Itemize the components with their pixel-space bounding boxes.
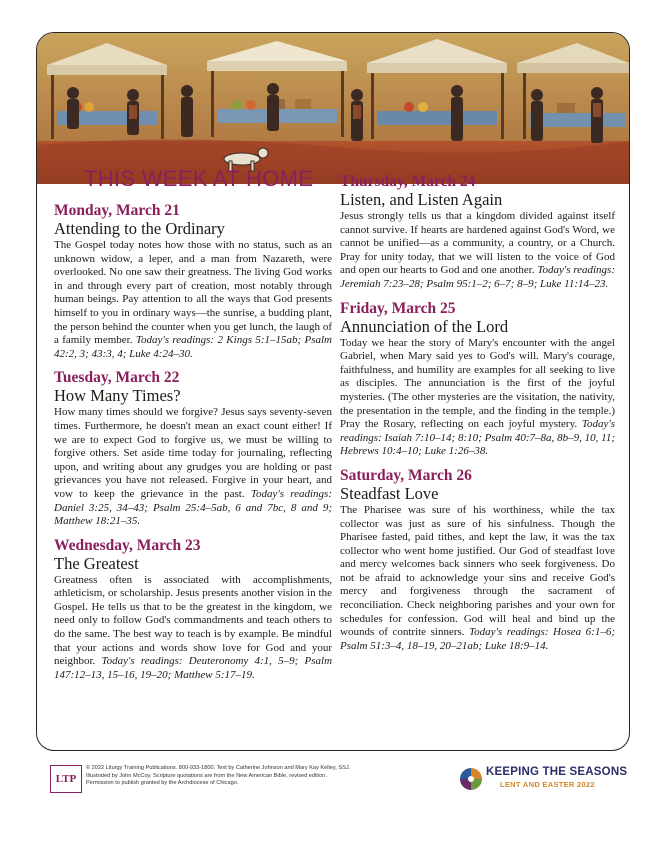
day-body: [340, 210, 615, 292]
day-entry-tuesday: [54, 369, 332, 528]
left-column: [54, 166, 332, 690]
day-date: Friday, March 25: [340, 299, 456, 317]
keeping-the-seasons-logo: [460, 766, 630, 796]
day-entry-friday: [340, 300, 615, 459]
day-heading: Attending to the Ordinary: [54, 219, 225, 238]
day-text: Jesus strongly tells us that a kingdom divided against itself cannot survive. If hearts are hardened against God's Word, we cannot be unified—as a community, a country, or a Church. Pray for unity today, that we will listen to the voice of God and open our hearts to God and one another.: [340, 210, 615, 277]
permission-line: Permission to publish granted by the Archdiocese of Chicago.: [86, 780, 239, 787]
day-entry-saturday: [340, 467, 615, 654]
day-heading: Listen, and Listen Again: [340, 190, 503, 209]
day-body: [340, 337, 615, 459]
day-heading: The Greatest: [54, 553, 139, 573]
day-date: Monday, March 21: [54, 202, 180, 219]
market-illustration: [37, 33, 629, 184]
day-readings: Today's readings: Jeremiah 7:23–28; Psalm 95:1–2; 6–7; 8–9; Luke 11:14–23.: [340, 264, 616, 290]
seasons-wheel-icon: [460, 768, 482, 790]
day-text: How many times should we forgive? Jesus says seventy-seven times. Furthermore, he doesn't mean an exact count either! If we are to expect God to forgive us, we must be willing to forgive others. Set aside time today for journaling, reflecting upon, and writing about any grudges you are holding or past grievances you have not released. Forgive in your heart, and vow to keep the grievance in the past.: [54, 406, 332, 500]
brand-title: KEEPING THE SEASONS: [486, 766, 628, 778]
day-date: Thursday, March 24: [340, 173, 476, 190]
day-body: [54, 574, 332, 683]
day-heading: How Many Times?: [54, 386, 181, 406]
day-date: Saturday, March 26: [340, 466, 472, 484]
copyright-text: [86, 765, 476, 788]
day-body: [340, 504, 615, 654]
illustration-credit-line: Illustrated by John McCoy. Scripture quotations are from the New American Bible, revised edition.: [86, 772, 327, 779]
day-text: Today we hear the story of Mary's encounter with the angel Gabriel, when Mary said yes to God's will. Mary's courage, faithfulness, and humility are examples for all seeking to live as disciples. The annunciation is the first of the joyful mysteries. (The other mysteries are the visitation, the nativity, the presentation in the temple, and the finding in the temple.) Pray the Rosary, reflecting on each joyful mystery.: [340, 336, 615, 431]
day-readings: Today's readings: Isaiah 7:10–14; 8:10; Psalm 40:7–8a, 8b–9, 10, 11; Hebrews 10:4–10; Luke 1:26–38.: [340, 418, 616, 458]
day-entry-wednesday: [54, 537, 332, 683]
day-entry-monday: [54, 202, 332, 361]
day-text: Greatness often is associated with accomplishments, athleticism, or scholarship. Jesus presents another vision in the Gospel. He tells us that to be the greatest in the kingdom, we need only to follow God's commandments and teach others to do the same. The best way to teach is by example. Be mindful that your actions and words show love for God and your neighbor.: [54, 573, 332, 668]
day-entry-thursday: [340, 173, 615, 292]
day-body: [54, 406, 332, 528]
day-heading: Annunciation of the Lord: [340, 316, 509, 336]
day-body: [54, 239, 332, 361]
day-text: The Pharisee was sure of his worthiness, while the tax collector was just as sure of his sinfulness. Though the Pharisee fasted, paid tithes, and kept the law, it was the tax collector who went home justified. Our God of steadfast love and mercy welcomes back sinners who seek forgiveness. Do not be afraid to acknowledge your sins and receive God's mercy and forgiveness through the sacrament of reconciliation. Check neighboring parishes and your own for schedules for confession. God will heal and bind up the wounds of contrite sinners.: [340, 503, 615, 639]
page-footer: [36, 760, 628, 810]
day-date: Tuesday, March 22: [54, 369, 180, 387]
day-date: Wednesday, March 23: [54, 536, 201, 554]
page-title: THIS WEEK AT HOME: [84, 166, 314, 191]
ltp-logo: LTP: [50, 765, 82, 793]
day-readings: Today's readings: Hosea 6:1–6; Psalm 51:3–4, 18–19, 20–21ab; Luke 18:9–14.: [340, 626, 616, 652]
day-text: The Gospel today notes how those with no status, such as an unknown widow, a leper, and a man from Nazareth, were overlooked. No one saw their greatness. The living God works in and through every part of creation, most notably through human beings. Pay attention to all the ways that God presents himself to you in ordinary ways—the sunrise, a budding plant, the person behind the counter when you get lunch, the laugh of a family member.: [54, 239, 332, 347]
copyright-line: © 2022 Liturgy Training Publications. 800-933-1800. Text by Catherine Johnson and Mary Kay Kelley, SSJ.: [86, 765, 351, 771]
brand-subtitle: LENT AND EASTER 2022: [500, 780, 595, 789]
right-column: [340, 173, 615, 661]
day-readings: Today's readings: Daniel 3:25, 34–43; Psalm 25:4–5ab, 6 and 7bc, 8 and 9; Matthew 18:21–35.: [54, 487, 332, 528]
day-heading: Steadfast Love: [340, 483, 439, 503]
day-readings: Today's readings: 2 Kings 5:1–15ab; Psalm 42:2, 3; 43:3, 4; Luke 4:24–30.: [54, 334, 333, 360]
day-readings: Today's readings: Deuteronomy 4:1, 5–9; Psalm 147:12–13, 15–16, 19–20; Matthew 5:17–19.: [54, 655, 333, 681]
